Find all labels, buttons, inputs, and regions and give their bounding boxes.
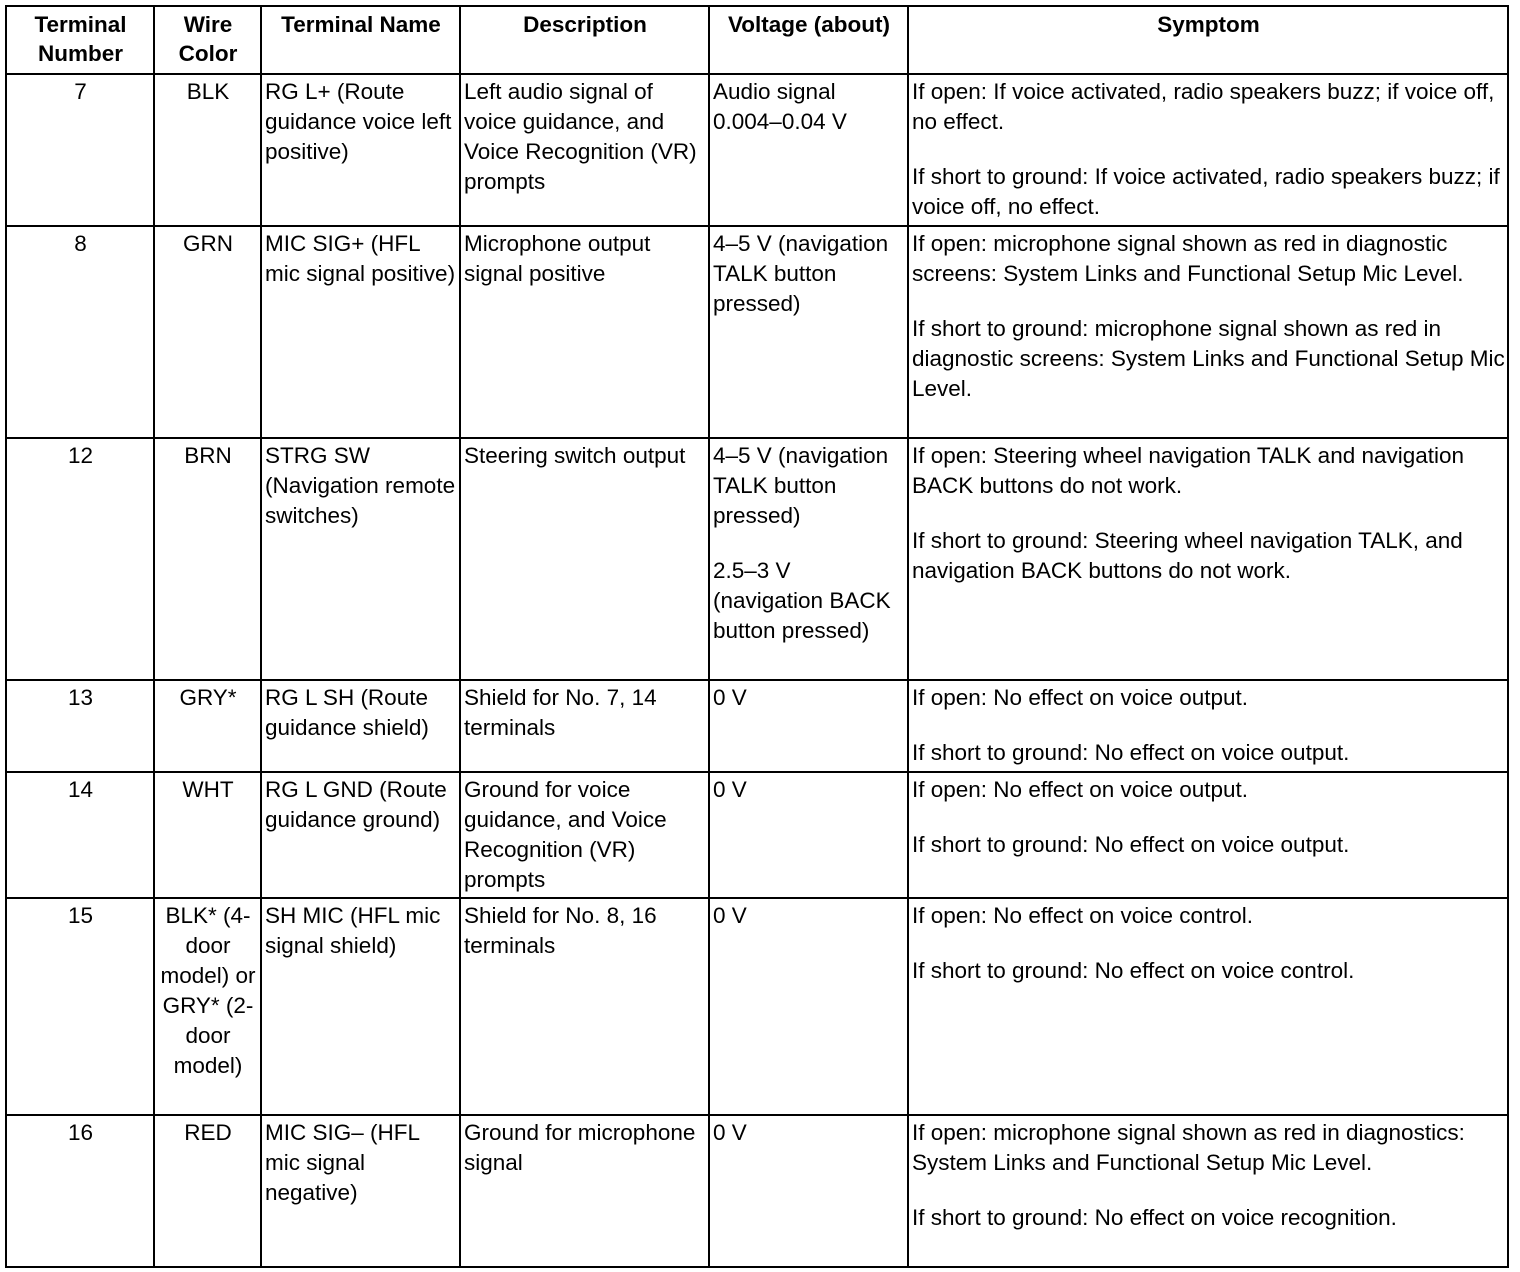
voltage (709, 680, 908, 772)
terminal-number: 8 (6, 226, 154, 438)
voltage-value: 2.5–3 V (navigation BACK button pressed) (713, 558, 891, 643)
terminal-name: SH MIC (HFL mic signal shield) (261, 898, 460, 1115)
description: Shield for No. 8, 16 terminals (460, 898, 709, 1115)
symptom (908, 772, 1508, 898)
terminal-name: RG L SH (Route guidance shield) (261, 680, 460, 772)
description: Ground for voice guidance, and Voice Recognition (VR) prompts (460, 772, 709, 898)
table-row (6, 680, 1508, 772)
terminal-number: 13 (6, 680, 154, 772)
terminal-table (5, 5, 1509, 1268)
voltage (709, 898, 908, 1115)
voltage-value: 4–5 V (navigation TALK button pressed) (713, 443, 889, 528)
description: Steering switch output (460, 438, 709, 680)
symptom (908, 74, 1508, 226)
header-description: Description (460, 6, 709, 74)
description: Shield for No. 7, 14 terminals (460, 680, 709, 772)
symptom-open: If open: No effect on voice control. (912, 903, 1254, 928)
symptom-open: If open: microphone signal shown as red in diagnostics: System Links and Functional Setup Mic Level. (912, 1120, 1465, 1175)
symptom-short: If short to ground: No effect on voice control. (912, 958, 1355, 983)
table-row (6, 74, 1508, 226)
header-wire-color: Wire Color (154, 6, 261, 74)
symptom-short: If short to ground: microphone signal shown as red in diagnostic screens: System Links and Functional Setup Mic Level. (912, 316, 1505, 401)
voltage-value: 0 V (713, 685, 747, 710)
terminal-number: 7 (6, 74, 154, 226)
terminal-number: 14 (6, 772, 154, 898)
terminal-name: STRG SW (Navigation remote switches) (261, 438, 460, 680)
terminal-name: MIC SIG– (HFL mic signal negative) (261, 1115, 460, 1267)
symptom-open: If open: Steering wheel navigation TALK and navigation BACK buttons do not work. (912, 443, 1465, 498)
wire-color: BLK* (4-door model) or GRY* (2-door model) (154, 898, 261, 1115)
table-row (6, 772, 1508, 898)
table-row (6, 1115, 1508, 1267)
voltage (709, 1115, 908, 1267)
symptom-short: If short to ground: No effect on voice recognition. (912, 1205, 1397, 1230)
voltage (709, 438, 908, 680)
table-row (6, 226, 1508, 438)
voltage-value: 4–5 V (navigation TALK button pressed) (713, 231, 889, 316)
symptom (908, 438, 1508, 680)
voltage-value: 0 V (713, 777, 747, 802)
description: Ground for microphone signal (460, 1115, 709, 1267)
symptom-short: If short to ground: If voice activated, radio speakers buzz; if voice off, no effect. (912, 164, 1500, 219)
header-terminal-number: Terminal Number (6, 6, 154, 74)
symptom-open: If open: No effect on voice output. (912, 777, 1249, 802)
voltage (709, 772, 908, 898)
symptom-open: If open: If voice activated, radio speakers buzz; if voice off, no effect. (912, 79, 1495, 134)
wire-color: RED (154, 1115, 261, 1267)
description: Left audio signal of voice guidance, and Voice Recognition (VR) prompts (460, 74, 709, 226)
voltage-value: 0 V (713, 1120, 747, 1145)
table-row (6, 438, 1508, 680)
symptom (908, 1115, 1508, 1267)
voltage (709, 74, 908, 226)
wire-color: WHT (154, 772, 261, 898)
terminal-number: 15 (6, 898, 154, 1115)
description: Microphone output signal positive (460, 226, 709, 438)
terminal-number: 12 (6, 438, 154, 680)
voltage (709, 226, 908, 438)
symptom-open: If open: No effect on voice output. (912, 685, 1249, 710)
symptom-open: If open: microphone signal shown as red in diagnostic screens: System Links and Functional Setup Mic Level. (912, 231, 1464, 286)
terminal-name: MIC SIG+ (HFL mic signal positive) (261, 226, 460, 438)
header-symptom: Symptom (908, 6, 1508, 74)
symptom (908, 680, 1508, 772)
header-row (6, 6, 1508, 74)
symptom (908, 898, 1508, 1115)
symptom-short: If short to ground: No effect on voice output. (912, 740, 1350, 765)
wire-color: BLK (154, 74, 261, 226)
header-voltage: Voltage (about) (709, 6, 908, 74)
symptom-short: If short to ground: No effect on voice output. (912, 832, 1350, 857)
wire-color: GRN (154, 226, 261, 438)
wire-color: GRY* (154, 680, 261, 772)
symptom (908, 226, 1508, 438)
terminal-name: RG L+ (Route guidance voice left positive) (261, 74, 460, 226)
terminal-name: RG L GND (Route guidance ground) (261, 772, 460, 898)
header-terminal-name: Terminal Name (261, 6, 460, 74)
wire-color: BRN (154, 438, 261, 680)
terminal-number: 16 (6, 1115, 154, 1267)
table-row (6, 898, 1508, 1115)
voltage-value: 0 V (713, 903, 747, 928)
symptom-short: If short to ground: Steering wheel navigation TALK, and navigation BACK buttons do not work. (912, 528, 1463, 583)
voltage-value: Audio signal 0.004–0.04 V (713, 79, 847, 134)
